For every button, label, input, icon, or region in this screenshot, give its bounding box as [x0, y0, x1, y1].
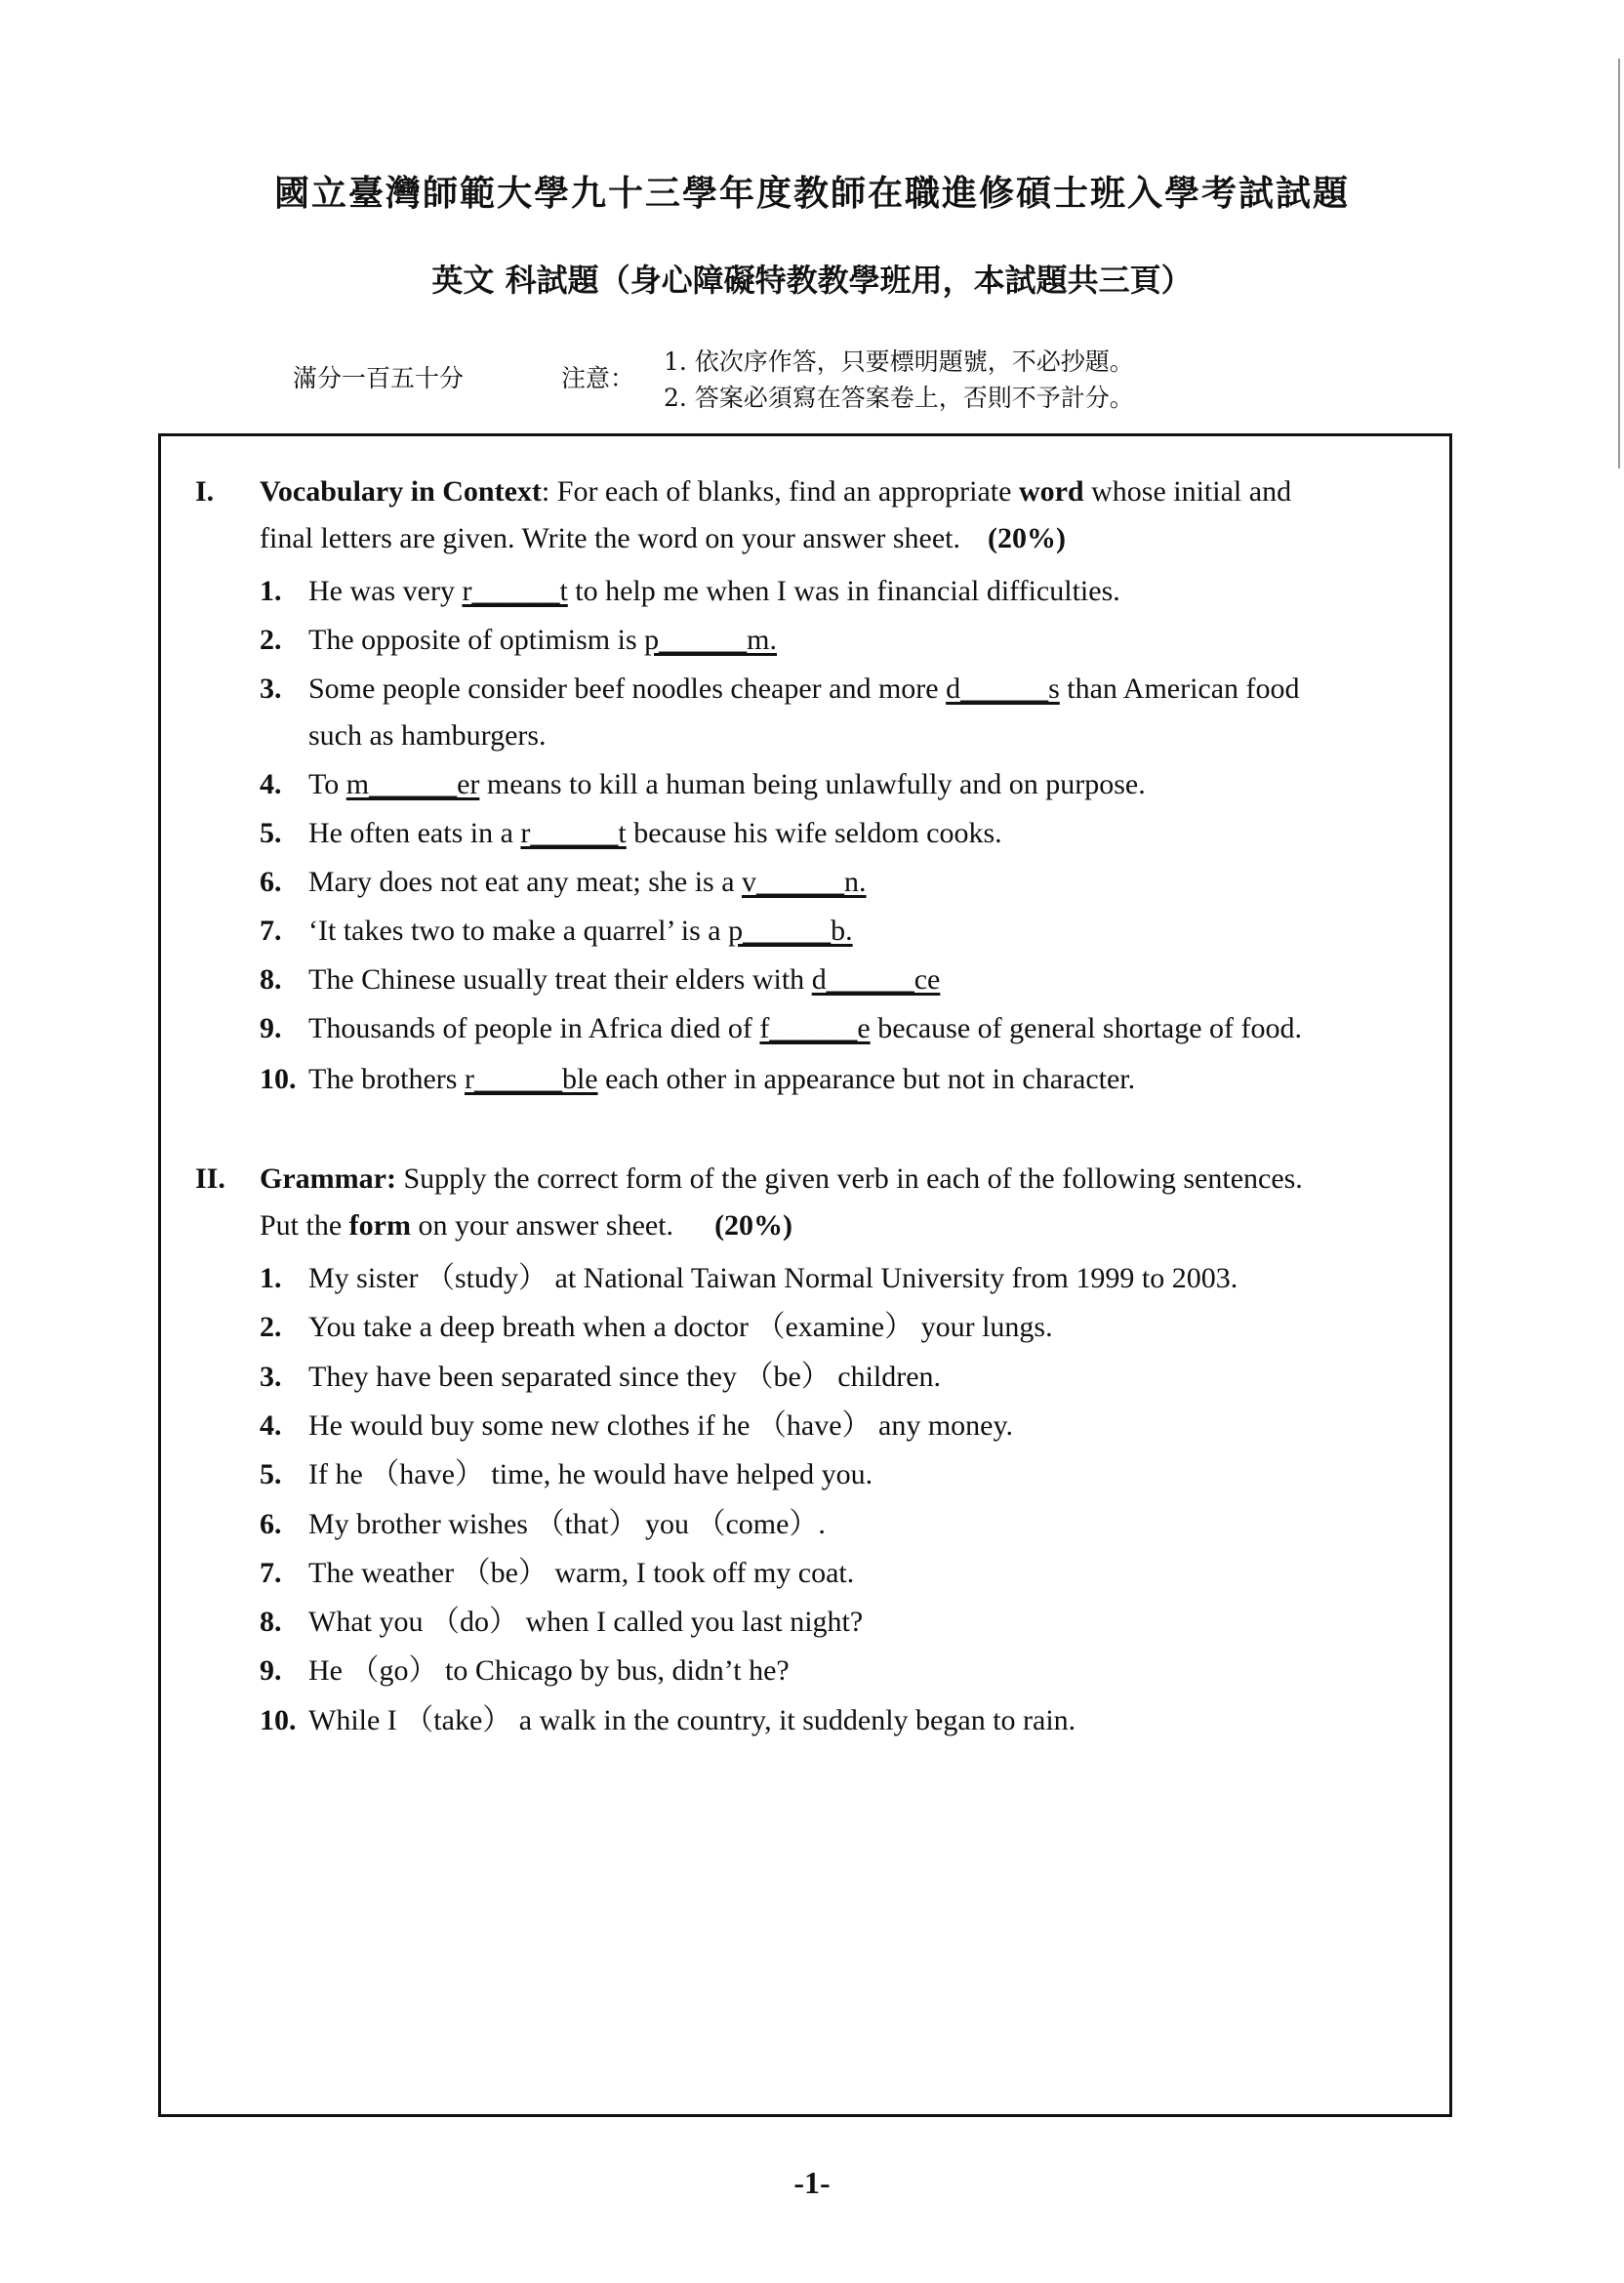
question-number: 1.	[260, 1262, 282, 1294]
page-number: -1-	[793, 2165, 831, 2200]
question-text-continued: such as hamburgers.	[308, 719, 547, 752]
exam-title: 國立臺灣師範大學九十三學年度教師在職進修碩士班入學考試試題	[273, 173, 1350, 214]
question-number: 2.	[260, 624, 282, 656]
question-number: 10.	[260, 1704, 297, 1736]
question-text: While I （take） a walk in the country, it suddenly began to rain.	[308, 1704, 1076, 1736]
question-number: 6.	[260, 866, 282, 898]
question-text: If he （have） time, he would have helped you.	[308, 1458, 873, 1490]
question-text: You take a deep breath when a doctor （examine） your lungs.	[308, 1311, 1053, 1343]
question-text: ‘It takes two to make a quarrel’ is a p______b.	[308, 915, 853, 947]
answer-blank: r______t	[520, 817, 627, 849]
question-number: 9.	[260, 1012, 282, 1044]
question-text: Mary does not eat any meat; she is a v______n.	[308, 866, 867, 898]
question-number: 4.	[260, 1409, 282, 1442]
answer-blank: p______m.	[644, 624, 777, 656]
answer-blank: m______er	[345, 768, 480, 800]
answer-blank: v______n.	[742, 866, 867, 898]
section-2-number: II.	[195, 1162, 225, 1195]
answer-blank: d______ce	[811, 963, 941, 996]
question-number: 5.	[260, 1458, 282, 1490]
section-1-instructions: Vocabulary in Context: For each of blanks, find an appropriate word whose initial and final letters are given. Write the word on your answer sheet. (20%)	[260, 475, 1292, 554]
answer-blank: d______s	[946, 673, 1060, 705]
question-text: What you （do） when I called you last night?	[308, 1606, 864, 1638]
section-2-percent: (20%)	[714, 1209, 793, 1242]
note-item: 1. 依次序作答，只要標明題號，不必抄題。	[664, 347, 1134, 376]
question-text: He often eats in a r______t because his wife seldom cooks.	[308, 817, 1002, 849]
section-1-percent: (20%)	[988, 522, 1066, 554]
answer-blank: f______e	[759, 1012, 871, 1044]
section-1-number: I.	[195, 475, 215, 508]
question-text: Some people consider beef noodles cheaper and more d______s than American food	[308, 673, 1300, 705]
question-number: 8.	[260, 963, 282, 996]
question-number: 1.	[260, 575, 282, 607]
answer-blank: p______b.	[728, 915, 853, 947]
question-text: He was very r______t to help me when I was in financial difficulties.	[308, 575, 1120, 607]
question-text: To m______er means to kill a human being unlawfully and on purpose.	[308, 768, 1146, 800]
question-number: 7.	[260, 1557, 282, 1589]
section-2-heading: Grammar:	[260, 1162, 396, 1195]
question-text: My sister （study） at National Taiwan Normal University from 1999 to 2003.	[308, 1262, 1238, 1294]
question-text: He （go） to Chicago by bus, didn’t he?	[308, 1654, 790, 1687]
question-number: 10.	[260, 1063, 297, 1095]
answer-blank: r______t	[462, 575, 568, 607]
question-number: 9.	[260, 1654, 282, 1687]
question-number: 7.	[260, 915, 282, 947]
question-number: 5.	[260, 817, 282, 849]
question-text: He would buy some new clothes if he （have） any money.	[308, 1409, 1014, 1442]
notes-label: 注意：	[561, 364, 635, 392]
question-text: They have been separated since they （be） children.	[308, 1361, 942, 1393]
question-number: 3.	[260, 1361, 282, 1393]
question-text: Thousands of people in Africa died of f______e because of general shortage of food.	[308, 1012, 1303, 1044]
full-score: 滿分一百五十分	[293, 364, 465, 392]
note-item: 2. 答案必須寫在答案卷上，否則不予計分。	[664, 384, 1134, 412]
question-number: 2.	[260, 1311, 282, 1343]
section-2-instructions: Grammar: Supply the correct form of the given verb in each of the following sentences. Put the form on your answer sheet. (20%)	[260, 1162, 1303, 1242]
exam-subtitle: 英文 科試題（身心障礙特教教學班用，本試題共三頁）	[431, 262, 1193, 299]
section-1-heading: Vocabulary in Context	[260, 475, 542, 508]
question-number: 6.	[260, 1508, 282, 1540]
question-text: My brother wishes （that） you （come）.	[308, 1508, 826, 1540]
question-text: The weather （be） warm, I took off my coat.	[308, 1557, 855, 1589]
question-number: 3.	[260, 673, 282, 705]
question-number: 8.	[260, 1606, 282, 1638]
question-text: The Chinese usually treat their elders with d______ce	[308, 963, 941, 996]
answer-blank: r______ble	[464, 1063, 598, 1095]
question-text: The brothers r______ble each other in appearance but not in character.	[308, 1063, 1136, 1095]
notes-list	[664, 344, 1134, 416]
question-text: The opposite of optimism is p______m.	[308, 624, 777, 656]
question-number: 4.	[260, 768, 282, 800]
